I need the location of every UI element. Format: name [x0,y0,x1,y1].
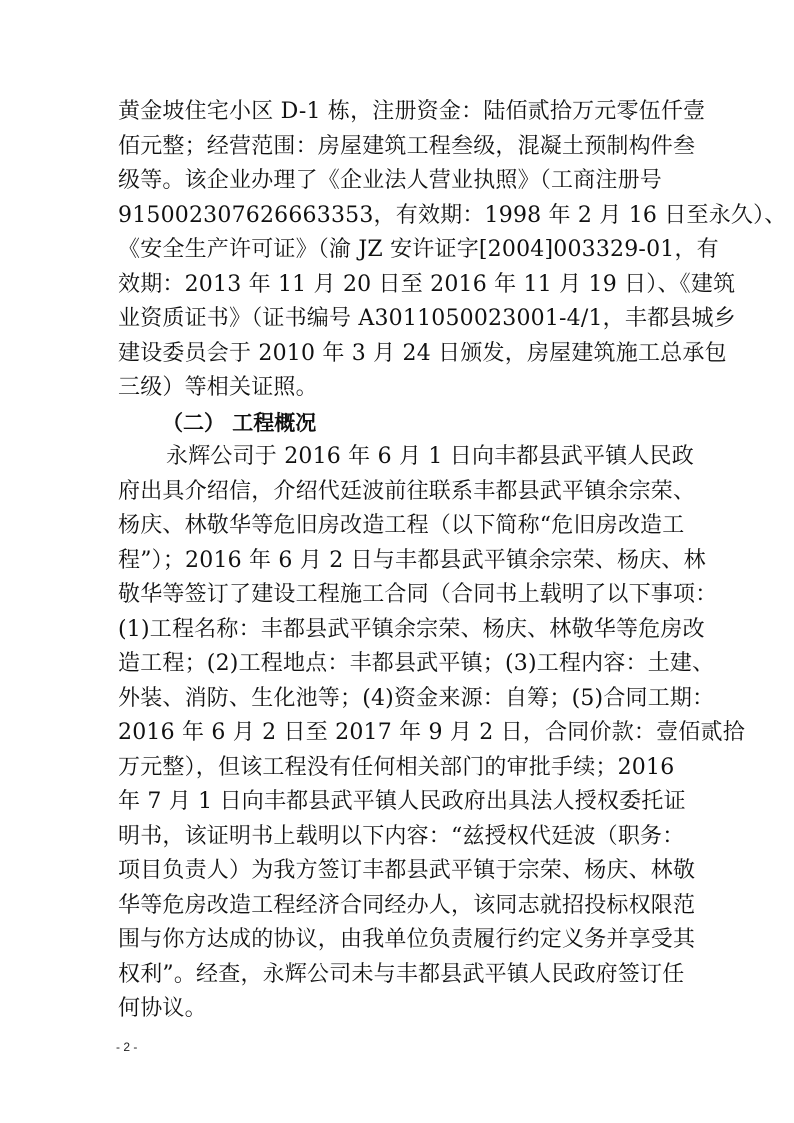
paragraph-line: 年 7 月 1 日向丰都县武平镇人民政府出具法人授权委托证 [118,789,686,814]
paragraph-line: 建设委员会于 2010 年 3 月 24 日颁发，房屋建筑施工总承包 [118,340,727,366]
paragraph-line: 程”）；2016 年 6 月 2 日与丰都县武平镇余宗荣、杨庆、林 [118,547,706,573]
page-number: - 2 - [116,1040,138,1054]
paragraph-line: 敬华等签订了建设工程施工合同（合同书上载明了以下事项： [118,582,718,607]
paragraph-line: 项目负责人）为我方签订丰都县武平镇于宗荣、杨庆、林敬 [118,858,696,883]
paragraph-line: 万元整），但该工程没有任何相关部门的审批手续；2016 [118,754,675,780]
section-heading: （二） 工程概况 [162,410,317,435]
paragraph-line: 黄金坡住宅小区 D-1 栋，注册资金：陆佰贰拾万元零伍仟壹 [118,99,706,124]
paragraph-line: 级等。该企业办理了《企业法人营业执照》（工商注册号 [118,168,663,193]
paragraph-line: 效期：2013 年 11 月 20 日至 2016 年 11 月 19 日）、《建筑 [118,271,736,297]
paragraph-line: 915002307626663353，有效期：1998 年 2 月 16 日至永久）、 [118,202,787,228]
paragraph-line: 永辉公司于 2016 年 6 月 1 日向丰都县武平镇人民政 [166,444,694,469]
paragraph-line: 佰元整；经营范围：房屋建筑工程叁级，混凝土预制构件叁 [118,133,696,159]
paragraph-line: 外装、消防、生化池等；(4)资金来源：自筹；(5)合同工期： [118,685,715,711]
paragraph-line: 明书，该证明书上载明以下内容：“兹授权代廷波（职务： [118,823,685,849]
paragraph-line: 造工程；(2)工程地点：丰都县武平镇；(3)工程内容：土建、 [118,651,715,676]
paragraph-line: 《安全生产许可证》（渝 JZ 安许证字[2004]003329-01，有 [118,237,719,262]
paragraph-line: 2016 年 6 月 2 日至 2017 年 9 月 2 日，合同价款：壹佰贰拾 [118,720,745,745]
paragraph-line: 三级）等相关证照。 [118,375,318,400]
paragraph-line: 何协议。 [118,996,207,1021]
paragraph-line: (1)工程名称：丰都县武平镇余宗荣、杨庆、林敬华等危房改 [118,616,705,642]
paragraph-line: 华等危房改造工程经济合同经办人，该同志就招投标权限范 [118,892,696,918]
paragraph-line: 业资质证书》（证书编号 A3011050023001-4/1，丰都县城乡 [118,306,736,331]
paragraph-line: 围与你方达成的协议，由我单位负责履行约定义务并享受其 [118,927,696,952]
paragraph-line: 府出具介绍信，介绍代廷波前往联系丰都县武平镇余宗荣、 [118,478,696,504]
paragraph-line: 杨庆、林敬华等危旧房改造工程（以下简称“危旧房改造工 [118,513,685,538]
paragraph-line: 权利”。经查，永辉公司未与丰都县武平镇人民政府签订任 [118,961,685,987]
